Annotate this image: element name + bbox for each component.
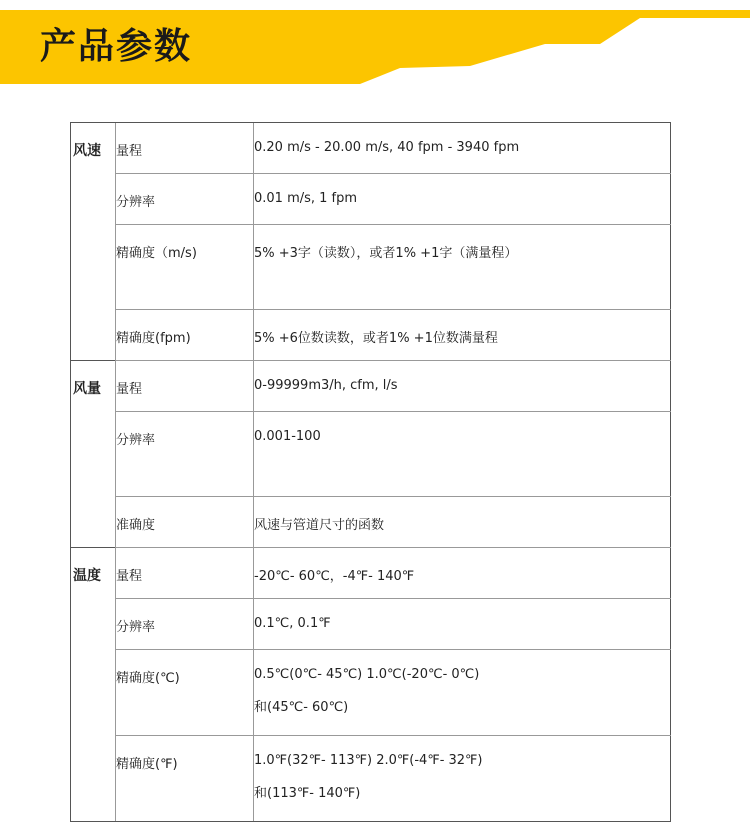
table-row — [71, 361, 671, 412]
param-name: 精确度(℃) — [116, 650, 254, 736]
param-value: 5% +6位数读数，或者1% +1位数满量程 — [254, 310, 671, 361]
param-value-cell — [254, 650, 671, 736]
group-label: 风速 — [71, 123, 116, 361]
param-value: 0.01 m/s, 1 fpm — [254, 174, 671, 225]
param-value-line2: 和(45℃- 60℃) — [254, 700, 349, 715]
param-name: 量程 — [116, 123, 254, 174]
group-label: 风量 — [71, 361, 116, 548]
param-value: 5% +3字（读数），或者1% +1字（满量程） — [254, 225, 671, 310]
param-name: 准确度 — [116, 497, 254, 548]
param-name: 分辨率 — [116, 599, 254, 650]
param-name: 精确度(℉) — [116, 736, 254, 822]
header-banner — [0, 0, 750, 100]
table-row — [71, 225, 671, 310]
param-name: 量程 — [116, 548, 254, 599]
param-name: 量程 — [116, 361, 254, 412]
table-row — [71, 412, 671, 497]
table-row — [71, 736, 671, 822]
param-value: 0.001-100 — [254, 412, 671, 497]
spec-table — [70, 122, 671, 822]
param-value: 0.20 m/s - 20.00 m/s, 40 fpm - 3940 fpm — [254, 123, 671, 174]
param-value: 0-99999m3/h, cfm, l/s — [254, 361, 671, 412]
param-value: 0.5℃(0℃- 45℃) 1.0℃(-20℃- 0℃) — [254, 667, 480, 682]
table-row — [71, 310, 671, 361]
table-row — [71, 497, 671, 548]
param-value: 风速与管道尺寸的函数 — [254, 497, 671, 548]
param-name: 精确度(fpm) — [116, 310, 254, 361]
param-name: 分辨率 — [116, 174, 254, 225]
param-name: 精确度（m/s) — [116, 225, 254, 310]
param-value: -20℃- 60℃，-4℉- 140℉ — [254, 548, 671, 599]
param-value: 1.0℉(32℉- 113℉) 2.0℉(-4℉- 32℉) — [254, 753, 483, 768]
table-row — [71, 123, 671, 174]
param-value: 0.1℃, 0.1℉ — [254, 599, 671, 650]
param-name: 分辨率 — [116, 412, 254, 497]
table-row — [71, 174, 671, 225]
param-value-line2: 和(113℉- 140℉) — [254, 786, 361, 801]
page-title: 产品参数 — [40, 26, 193, 67]
table-row — [71, 599, 671, 650]
table-row — [71, 548, 671, 599]
table-row — [71, 650, 671, 736]
group-label: 温度 — [71, 548, 116, 822]
param-value-cell — [254, 736, 671, 822]
